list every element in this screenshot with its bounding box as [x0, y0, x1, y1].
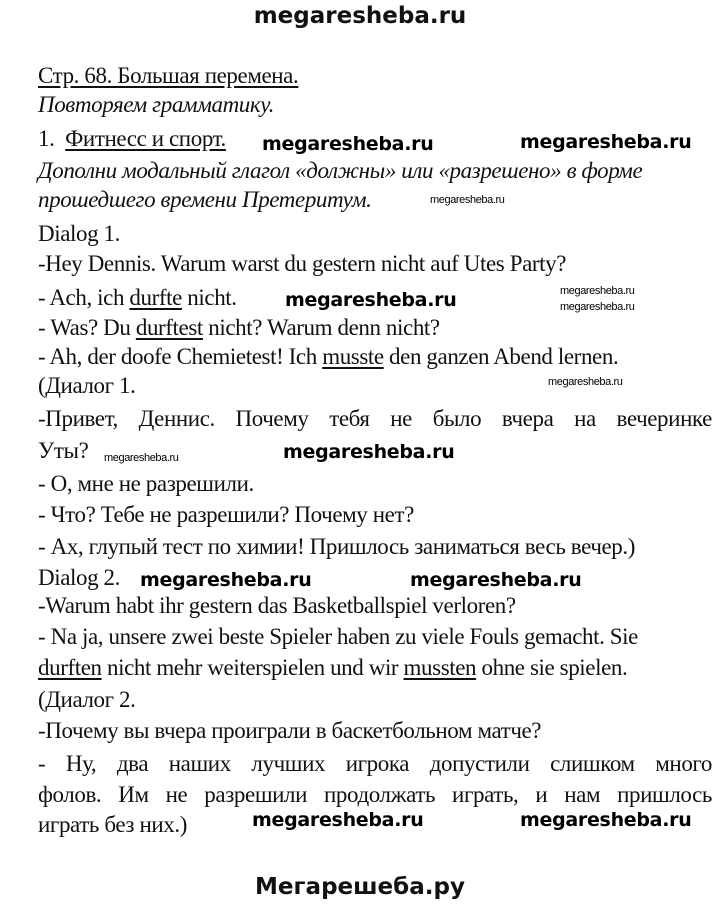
- task-title: Фитнесс и спорт.: [65, 126, 226, 151]
- watermark: megaresheba.ru: [262, 133, 434, 155]
- site-header: megaresheba.ru: [253, 3, 467, 29]
- dialog-line: - Na ja, unsere zwei beste Spieler haben zu viele Fouls gemacht. Sie: [38, 624, 638, 649]
- instruction-line: прошедшего времени Претеритум.: [38, 187, 372, 212]
- translation-line: -Почему вы вчера проиграли в баскетбольном матче?: [38, 718, 542, 743]
- watermark: megaresheba.ru: [252, 809, 424, 831]
- translation-line: - Что? Тебе не разрешили? Почему нет?: [38, 502, 414, 527]
- answer: mussten: [403, 655, 477, 680]
- dialog2-title: Dialog 2.: [38, 565, 120, 590]
- task-heading: [38, 126, 226, 152]
- subtitle: Повторяем грамматику.: [38, 92, 274, 117]
- watermark-small: megaresheba.ru: [560, 301, 635, 313]
- watermark: megaresheba.ru: [520, 809, 692, 831]
- answer: durften: [38, 655, 102, 680]
- watermark-small: megaresheba.ru: [560, 285, 635, 297]
- watermark-small: megaresheba.ru: [430, 194, 505, 206]
- answer: durfte: [129, 285, 182, 310]
- translation2-title: (Диалог 2.: [38, 687, 136, 712]
- page-title: Стр. 68. Большая перемена.: [38, 63, 299, 88]
- translation-line: играть без них.): [38, 812, 187, 837]
- dialog-line: -Warum habt ihr gestern das Basketballspiel verloren?: [38, 593, 516, 618]
- watermark: megaresheba.ru: [410, 569, 582, 591]
- watermark: megaresheba.ru: [140, 569, 312, 591]
- dialog-line: - Was? Du durftest nicht? Warum denn nicht?: [38, 315, 440, 340]
- dialog-line: - Ah, der doofe Chemietest! Ich musste den ganzen Abend lernen.: [38, 344, 619, 369]
- dialog-line: - Ach, ich durfte nicht.: [38, 285, 237, 310]
- watermark-small: megaresheba.ru: [548, 376, 623, 388]
- answer: musste: [322, 344, 384, 369]
- watermark-small: megaresheba.ru: [104, 452, 179, 464]
- translation-line: - О, мне не разрешили.: [38, 471, 254, 496]
- translation-line: Уты?: [38, 438, 89, 463]
- translation-line: фолов. Им не разрешили продолжать играть, и нам пришлось: [38, 782, 712, 807]
- watermark: megaresheba.ru: [285, 289, 457, 311]
- translation1-title: (Диалог 1.: [38, 373, 136, 398]
- instruction-line: Дополни модальный глагол «должны» или «разрешено» в форме: [38, 158, 643, 183]
- translation-line: - Ну, два наших лучших игрока допустили слишком много: [38, 751, 712, 776]
- task-number: 1.: [38, 126, 55, 151]
- watermark: megaresheba.ru: [283, 441, 455, 463]
- translation-line: -Привет, Деннис. Почему тебя не было вчера на вечеринке: [38, 406, 712, 431]
- site-footer: Мегарешеба.ру: [255, 874, 465, 900]
- dialog1-title: Dialog 1.: [38, 221, 120, 246]
- dialog-line: durften nicht mehr weiterspielen und wir mussten ohne sie spielen.: [38, 655, 628, 680]
- answer: durftest: [135, 315, 203, 340]
- translation-line: - Ах, глупый тест по химии! Пришлось заниматься весь вечер.): [38, 534, 636, 559]
- watermark: megaresheba.ru: [520, 131, 692, 153]
- dialog-line: -Hey Dennis. Warum warst du gestern nicht auf Utes Party?: [38, 251, 567, 276]
